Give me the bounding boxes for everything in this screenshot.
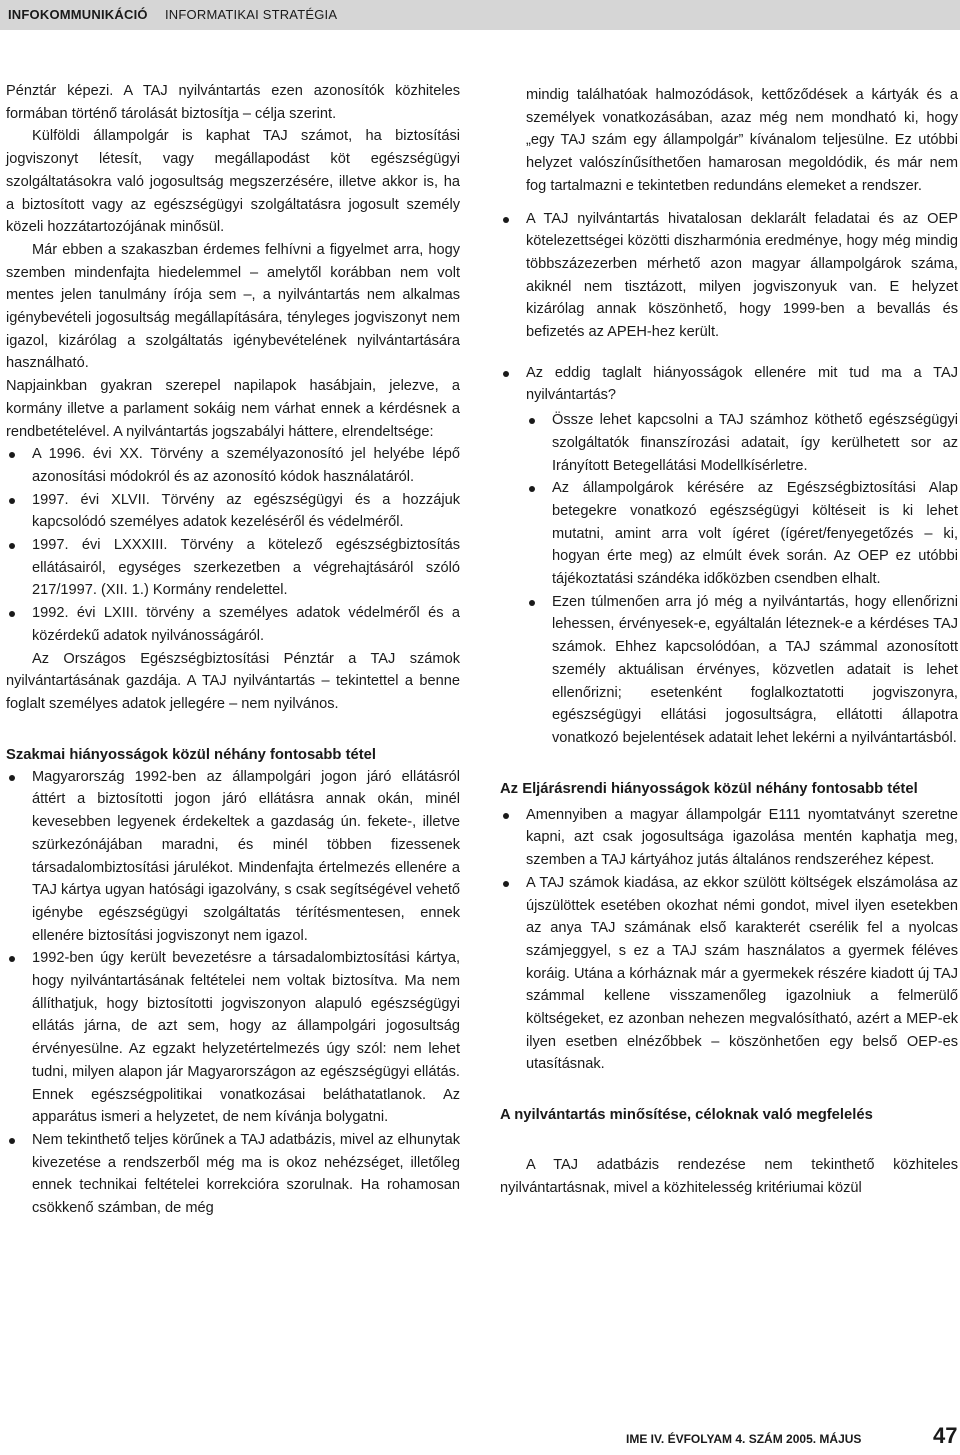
list-item: 1992. évi LXIII. törvény a személyes adatok védelméről és a közérdekű adatok nyilvánosságáról. [6, 602, 460, 647]
list-item: Ezen túlmenően arra jó még a nyilvántartás, hogy ellenőrizni lehessen, érvényesek-e, egyáltalán léteznek-e a kérdéses TAJ számok. Ehhez kapcsolódóan, a TAJ számmal azonosított személy aktuálisan érvényes, közvetlen adatait is lehet ellenőrizni; esetenként foglalkoztatotti jogviszonyra, egészségügyi ellátási jogosultságra, ellátotti állapotra vonatkozó bejelentések adatait lehet lekérni a nyilvántartásból. [526, 591, 958, 750]
subsection-title: INFORMATIKAI STRATÉGIA [165, 7, 338, 22]
paragraph: Külföldi állampolgár is kaphat TAJ számot, ha biztosítási jogviszonyt létesít, vagy megállapodást köt egészségügyi szolgáltatásokra való jogosultság megszerzésére, illetve akkor is, ha a biztosított vagy az egészségügyi szolgáltatásra jogosult személy közeli hozzátartozójának minősül. [6, 128, 460, 236]
section-heading: A nyilvántartás minősítése, céloknak való megfelelés [500, 1107, 873, 1124]
list-item: 1997. évi XLVII. Törvény az egészségügyi és a hozzájuk kapcsolódó személyes adatok kezeléséről és védelméről. [6, 489, 460, 534]
paragraph: A TAJ adatbázis rendezése nem tekinthető közhiteles nyilvántartásnak, mivel a közhitelesség kritériumai közül [500, 1157, 958, 1196]
page-number: 47 [933, 1423, 958, 1448]
list-item: Össze lehet kapcsolni a TAJ számhoz köthető egészségügyi szolgáltatók finanszírozási adatait, így kerülhetett sor az Irányított Betegellátási Modellkísérletre. [526, 409, 958, 477]
paragraph-continued: mindig találhatóak halmozódások, kettőződések a kártyák és a személyek vonatkozásában, azaz még nem mondható ki, hogy „egy TAJ szám egy állampolgár” kívánalom teljesülne. Ez utóbbi helyzet valószínűsíthetően hamarosan megoldódik, és már nem fog tartalmazni e tekintetben redundáns elemeket a rendszer. [526, 87, 958, 194]
section-heading: Az Eljárásrendi hiányosságok közül néhány fontosabb tétel [500, 780, 918, 797]
list-item: 1992-ben úgy került bevezetésre a társadalombiztosítási kártya, hogy nyilvántartásának feltételei nem voltak biztosítva. Ma nem állíthatjuk, hogy biztosítotti jogviszonyon alapuló egészségügyi ellátás járna, de azt sem, hogy az állampolgári jogosultság érvényesülne. Az egzakt helyzetértelmezés úgy szól: nem lehet tudni, milyen alapon jár Magyarországon az egészségügyi ellátás. Ennek egészségpolitikai vonatkozásai beláthatatlanok. Az apparátus ismeri a helyzetet, de nem kívánja bolygatni. [6, 947, 460, 1129]
running-header [0, 0, 960, 30]
list-item [500, 362, 958, 750]
list-item: Magyarország 1992-ben az állampolgári jogon járó ellátásról áttért a biztosítotti jogon járó ellátásra annak okán, minél kevesebben legyenek érdekeltek a gazdaság ún. fekete-, illetve szürkezónájában maradni, és minél többen fizessenek társadalombiztosítási járulékot. Mindenfajta értelmezés ellenére a TAJ kártya ugyan hatósági igazolvány, s csak segítségével vehető igénybe egészségügyi szolgáltatás térítésmentesen, ennek ellenére biztosítási jogviszonyt nem igazol. [6, 766, 460, 948]
deficiency-list [6, 766, 460, 1220]
paragraph: Az Országos Egészségbiztosítási Pénztár a TAJ számok nyilvántartásának gazdája. A TAJ nyilvántartás – tekintettel a benne foglalt személyes adatok jellegére – nem nyilvános. [6, 650, 460, 712]
list-item: Amennyiben a magyar állampolgár E111 nyomtatványt szeretne kapni, azt csak jogosultsága igazolása mentén kaphatja meg, szemben a TAJ kártyához jutás általános rendszeréhez képest. [500, 804, 958, 872]
list-item: 1997. évi LXXXIII. Törvény a kötelező egészségbiztosítás ellátásairól, egységes szerkezetben a végrehajtásáról szóló 217/1997. (XII. 1.) Kormány rendelettel. [6, 534, 460, 602]
capability-list [526, 409, 958, 750]
list-item: Nem tekinthető teljes körűnek a TAJ adatbázis, mivel az elhunytak kivezetése a rendszerből még ma is okoz nehézséget, illetőleg ennek technikai feltételei korrekcióra szorulnak. Ha rohamosan csökkenő számban, de még [6, 1129, 460, 1220]
right-column [500, 84, 958, 1200]
list-item-text: Az eddig taglalt hiányosságok ellenére mit tud ma a TAJ nyilvántartás? [526, 364, 958, 404]
section-title: INFOKOMMUNIKÁCIÓ [8, 7, 148, 22]
list-item: Az állampolgárok kérésére az Egészségbiztosítási Alap betegekre vonatkozó egészségügyi költéseit is ki lehet mutatni, amint arra volt ígéret (ígéret/fenyegetőzés – ki, hogyan érte meg) az elmúlt évek során. Az OEP ez utóbbi tájékoztatási szándéka időközben csendben elhalt. [526, 477, 958, 591]
deficiency-list-continued [500, 208, 958, 344]
question-list [500, 362, 958, 750]
section-heading: Szakmai hiányosságok közül néhány fontosabb tétel [6, 746, 377, 763]
paragraph: Már ebben a szakaszban érdemes felhívni a figyelmet arra, hogy szemben mindenfajta hiedelemmel – amelytől korábban nem volt mentes jelen tanulmány írója sem –, a nyilvántartás nem alkalmas igénybevételi jogosultság megállapítására, tényleges jogviszonyt nem igazol, kizárólag a szolgáltatás igénybevételének nyilvántartására használható. [6, 241, 460, 372]
left-column [6, 80, 460, 1220]
issue-info: IME IV. ÉVFOLYAM 4. SZÁM 2005. MÁJUS [626, 1432, 862, 1446]
list-item: A TAJ számok kiadása, az ekkor szülött költségek elszámolása az újszülöttek esetében okozhat némi gondot, mivel ilyen esetekben az anya TAJ számának első karakterét cserélik fel a nyolcas számjeggyel, s ez a TAJ szám használatos a gyermek féléves koráig. Utána a kórháznak már a gyermekek részére kiadott új TAJ számmal kellene visszamenőleg igazolniuk a felmerülő költségeket, ez azonban nehezen megvalósítható, azért a MEP-ek ilyen esetben elnézőbbek – köszönhetően egy belső OEP-es utasításnak. [500, 872, 958, 1076]
procedural-list [500, 804, 958, 1076]
list-item: A 1996. évi XX. Törvény a személyazonosító jel helyébe lépő azonosítási módokról és az azonosító kódok használatáról. [6, 443, 460, 488]
law-list [6, 443, 460, 647]
paragraph: Pénztár képezi. A TAJ nyilvántartás ezen azonosítók közhiteles formában történő tárolását biztosítja – célja szerint. [6, 83, 460, 122]
paragraph: Napjainkban gyakran szerepel napilapok hasábjain, jelezve, a kormány illetve a parlament sokáig nem várhat ennek a kérdésnek a rendbetételével. A nyilvántartás jogszabályi háttere, elrendeltsége: [6, 378, 460, 440]
list-item: A TAJ nyilvántartás hivatalosan deklarált feladatai és az OEP kötelezettségei közötti diszharmónia eredménye, hogy még mindig többszázezerben mérhető azon magyar állampolgárok száma, akiknél nem tisztázott, milyen jogviszonyuk van. E helyzet kizárólag annak köszönhető, hogy 1999-ben a bevallás és befizetés az APEH-hez került. [500, 208, 958, 344]
